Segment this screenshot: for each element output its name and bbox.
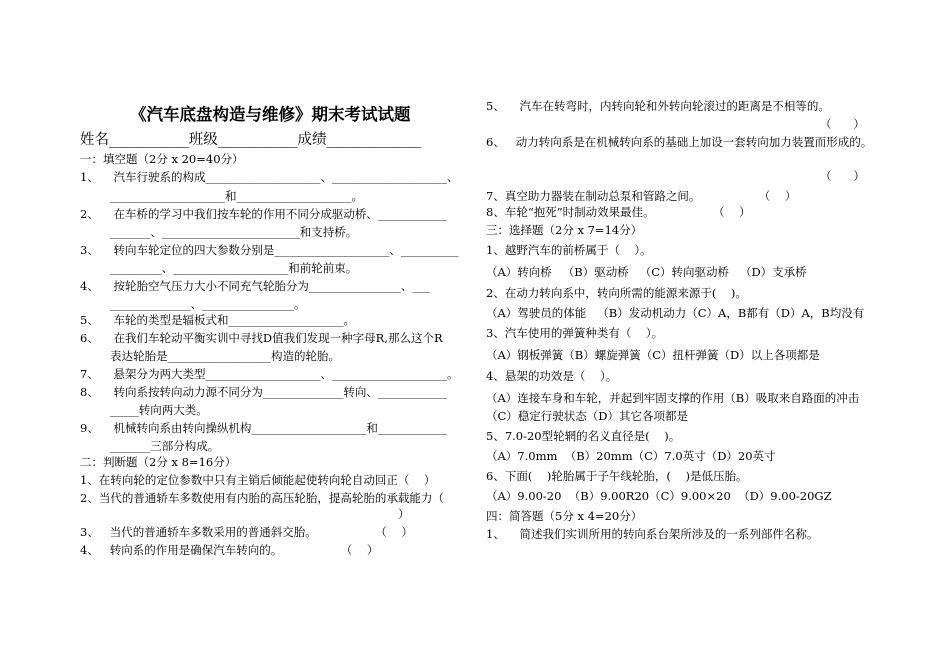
left-line-11: 5、 车轮的类型是辐板式和____________________。 xyxy=(80,313,355,327)
left-line-22: ） xyxy=(398,507,410,521)
right-line-15: （C）稳定行驶状态（D）其它各项都是 xyxy=(486,409,689,423)
left-line-18: _______三部分构成。 xyxy=(110,439,220,453)
left-line-0: 《汽车底盘构造与维修》期末考试试题 xyxy=(130,105,411,124)
right-line-2: 6、 动力转向系是在机械转向系的基础上加设一套转向加力装置而形成的。 xyxy=(486,135,873,149)
right-line-14: （A）连接车身和车轮，并起到牢固支撑的作用（B）吸取来自路面的冲击 xyxy=(486,391,860,405)
right-line-7: 1、越野汽车的前桥属于（ ）。 xyxy=(486,243,652,257)
left-line-21: 2、当代的普通轿车多数使用有内胎的高压轮胎，提高轮胎的承载能力（ xyxy=(80,491,444,505)
right-line-20: 四：简答题（5分 x 4=20分） xyxy=(486,509,643,523)
right-line-19: （A）9.00-20 （B）9.00R20（C）9.00×20 （D）9.00-20GZ xyxy=(486,489,832,503)
right-line-0: 5、 汽车在转弯时，内转向轮和外转向轮滚过的距离是不相等的。 xyxy=(486,99,830,113)
right-line-18: 6、下面( )轮胎属于子午线轮胎，( )是低压胎。 xyxy=(486,469,748,483)
right-line-11: 3、汽车使用的弹簧种类有（ ）。 xyxy=(486,326,664,340)
left-line-1: 姓名___________班级___________成绩_____________ xyxy=(80,132,421,148)
right-line-13: 4、悬架的功效是（ ）。 xyxy=(486,369,618,383)
right-line-6: 三：选择题（2分 x 7=14分） xyxy=(486,223,643,237)
left-line-9: 4、 按轮胎空气压力大小不同充气轮胎分为________________、___ xyxy=(80,279,430,293)
left-line-5: 2、 在车桥的学习中我们按车轮的作用不同分成驱动桥、____________ xyxy=(80,207,447,221)
right-line-16: 5、7.0-20型轮辋的名义直径是( )。 xyxy=(486,429,681,443)
right-line-17: （A）7.0mm （B）20mm（C）7.0英寸（D）20英寸 xyxy=(486,449,776,463)
right-line-8: （A）转向桥 （B）驱动桥 （C）转向驱动桥 （D）支承桥 xyxy=(486,265,807,279)
left-line-14: 7、 悬架分为两大类型____________________、____________________。 xyxy=(80,367,459,381)
left-line-24: 4、 转向系的作用是确保汽车转向的。 （ ） xyxy=(80,543,379,557)
right-line-9: 2、在动力转向系中，转向所需的能源来源于( )。 xyxy=(486,286,747,300)
right-line-21: 1、 简述我们实训所用的转向系台架所涉及的一系列部件名称。 xyxy=(486,527,819,541)
right-line-4: 7、真空助力器装在制动总泵和管路之间。 （ ） xyxy=(486,189,797,203)
left-line-8: _________、____________________和前轮前束。 xyxy=(110,261,358,275)
left-line-17: 9、 机械转向系由转向操纵机构____________________和____________ xyxy=(80,421,447,435)
left-line-23: 3、 当代的普通轿车多数采用的普通斜交胎。 （ ） xyxy=(80,525,413,539)
left-line-13: 表达轮胎是__________________构造的轮胎。 xyxy=(110,349,340,363)
right-line-1: （ ） xyxy=(820,117,865,131)
left-line-12: 6、 在我们车轮动平衡实训中寻找D值我们发现一种字母R,那么这个R xyxy=(80,331,443,345)
left-line-20: 1、在转向轮的定位参数中只有主销后倾能起使转向轮自动回正（ ） xyxy=(80,473,436,487)
right-line-5: 8、车轮“抱死”时制动效果最佳。 （ ） xyxy=(486,205,751,219)
left-line-15: 8、 转向系按转向动力源不同分为______________转向、____________ xyxy=(80,385,447,399)
right-line-10: （A）驾驶员的体能 （B）发动机动力（C）A，B都有（D）A，B均没有 xyxy=(486,306,865,320)
left-line-4: ____________________和____________________。 xyxy=(110,189,363,203)
left-line-3: 1、 汽车行驶系的构成____________________、____________________、 xyxy=(80,170,459,184)
left-line-6: _______、________________________和支持桥。 xyxy=(110,225,358,239)
left-line-19: 二：判断题（2分 x 8=16分） xyxy=(80,455,237,469)
right-line-3: （ ） xyxy=(820,169,865,183)
left-line-2: 一：填空题（2分 x 20=40分） xyxy=(80,152,244,166)
left-line-10: ______________、________________。 xyxy=(110,297,306,311)
left-line-7: 3、 转向车轮定位的四大参数分别是____________________、__________ xyxy=(80,243,459,257)
right-line-12: （A）钢板弹簧（B）螺旋弹簧（C）扭杆弹簧（D）以上各项都是 xyxy=(486,348,820,362)
left-line-16: _____转向两大类。 xyxy=(110,403,208,417)
